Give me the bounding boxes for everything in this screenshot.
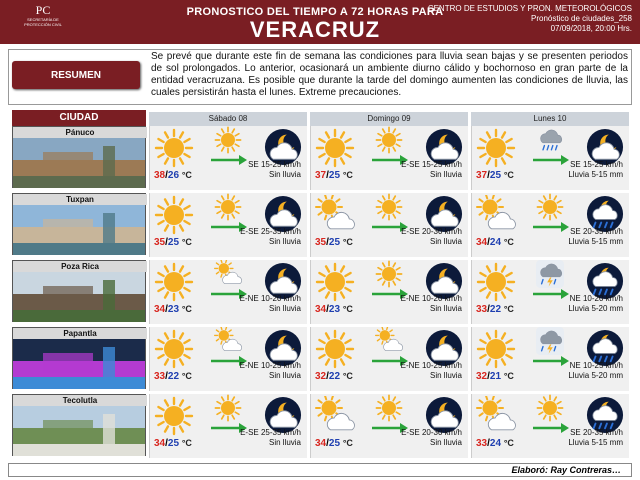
header-info — [428, 4, 632, 34]
temp-unit: °C — [342, 304, 353, 314]
wind-rain-info — [568, 160, 623, 180]
temp-max: 37 — [315, 170, 327, 181]
rain-text: Sin lluvia — [429, 237, 462, 246]
forecast-cell — [310, 327, 468, 391]
page-title: PRONOSTICO DEL TIEMPO A 72 HORAS PARA — [186, 6, 444, 18]
temp-unit: °C — [342, 237, 353, 247]
temperature: 33/22 °C — [476, 304, 514, 315]
center-name: CENTRO DE ESTUDIOS Y PRON. METEOROLÓGICOS — [427, 4, 632, 13]
temperature: 35/25 °C — [154, 237, 192, 248]
temp-min: 25 — [328, 438, 341, 449]
wind-text: E-NE 10-25 km/h — [400, 361, 462, 370]
sun-cloud-icon — [315, 195, 355, 240]
rain-text: Sin lluvia — [429, 438, 462, 447]
sun-cloud-icon — [476, 396, 516, 441]
temperature: 33/22 °C — [154, 371, 192, 382]
city-row — [12, 193, 634, 257]
wind-text: NE 10-25 km/h — [569, 361, 623, 370]
day-header-sat: Sábado 08 — [149, 112, 307, 126]
summary-label: RESUMEN — [12, 61, 140, 89]
temp-min: 22 — [489, 304, 502, 315]
temperature: 35/25 °C — [315, 237, 353, 248]
temp-max: 34 — [315, 304, 327, 315]
temperature: 34/25 °C — [154, 438, 192, 449]
temp-min: 25 — [489, 170, 502, 181]
sun-icon — [315, 329, 355, 374]
city-name: Tecolutla — [13, 395, 147, 406]
temp-min: 25 — [328, 237, 341, 248]
wind-text: E-SE 20-30 km/h — [401, 227, 462, 236]
temperature: 34/23 °C — [315, 304, 353, 315]
temperature: 32/22 °C — [315, 371, 353, 382]
rain-text: Sin lluvia — [268, 438, 301, 447]
forecast-cell — [471, 260, 629, 324]
sun-icon — [154, 329, 194, 374]
wind-rain-info — [240, 294, 301, 314]
forecast-cell — [310, 260, 468, 324]
wind-arrow-icon — [532, 154, 570, 166]
temp-unit: °C — [503, 237, 514, 247]
temperature: 37/25 °C — [476, 170, 514, 181]
city-name: Pánuco — [13, 127, 147, 138]
forecast-cell — [149, 126, 307, 190]
city-name: Papantla — [13, 328, 147, 339]
temp-max: 35 — [315, 237, 327, 248]
wind-text: E-NE 10-20 km/h — [239, 294, 301, 303]
forecast-cell — [471, 394, 629, 458]
wind-rain-info — [240, 227, 301, 247]
rain-text: Sin lluvia — [429, 304, 462, 313]
temperature: 33/24 °C — [476, 438, 514, 449]
city-photo — [13, 339, 145, 389]
city-name: Tuxpan — [13, 194, 147, 205]
issue-datetime: 07/09/2018, 20:00 Hrs. — [550, 24, 632, 33]
wind-rain-info — [240, 428, 301, 448]
temp-max: 33 — [476, 438, 488, 449]
temp-min: 23 — [167, 304, 180, 315]
wind-rain-info — [240, 361, 301, 381]
rain-text: Lluvia 5-15 mm — [568, 237, 623, 246]
wind-text: E-SE 20-30 km/h — [401, 428, 462, 437]
temp-max: 37 — [476, 170, 488, 181]
wind-arrow-icon — [532, 422, 570, 434]
wind-arrow-icon — [210, 154, 248, 166]
temp-max: 34 — [476, 237, 488, 248]
temp-min: 26 — [167, 170, 180, 181]
sun-icon — [476, 128, 516, 173]
wind-text: E-NE 10-25 km/h — [239, 361, 301, 370]
temp-max: 33 — [476, 304, 488, 315]
forecast-cell — [310, 193, 468, 257]
state-title: VERACRUZ — [249, 17, 381, 42]
temp-max: 32 — [476, 371, 488, 382]
summary-text: Se prevé que durante este fin de semana las condiciones para lluvia sean bajas y se presenten periodos de sol prolongados. Lo anterior, ocasionará un ambiente diurno cálido y bochornoso en gran parte de la entidad veracruzana. Es posible que durante la tarde del domingo aumenten las condiciones de lluvia, las cuales persistirán hasta el lunes. Extreme precauciones. — [151, 51, 628, 98]
sun-cloud-icon — [315, 396, 355, 441]
forecast-cell — [471, 126, 629, 190]
temp-unit: °C — [503, 304, 514, 314]
wind-rain-info — [568, 361, 623, 381]
city-row — [12, 327, 634, 391]
sun-icon — [154, 128, 194, 173]
product-name: Pronóstico de ciudades_258 — [531, 14, 632, 23]
rain-text: Sin lluvia — [268, 304, 301, 313]
temp-max: 34 — [154, 304, 166, 315]
wind-rain-info — [401, 160, 462, 180]
temperature: 34/24 °C — [476, 237, 514, 248]
temp-max: 35 — [154, 237, 166, 248]
rain-text: Lluvia 5-20 mm — [568, 304, 623, 313]
city-row — [12, 260, 634, 324]
sun-icon — [154, 195, 194, 240]
temp-max: 32 — [315, 371, 327, 382]
temp-max: 34 — [154, 438, 166, 449]
forecast-cell — [471, 193, 629, 257]
rain-text: Lluvia 5-20 mm — [568, 371, 623, 380]
rain-text: Sin lluvia — [268, 170, 301, 179]
city-cell — [12, 126, 146, 188]
temp-unit: °C — [181, 371, 192, 381]
city-cell — [12, 394, 146, 456]
sun-icon — [476, 262, 516, 307]
forecast-cell — [310, 394, 468, 458]
temp-unit: °C — [181, 304, 192, 314]
forecast-cell — [149, 260, 307, 324]
forecast-cell — [471, 327, 629, 391]
temp-max: 34 — [315, 438, 327, 449]
city-row — [12, 394, 634, 458]
wind-text: SE 20-35 km/h — [570, 428, 623, 437]
wind-text: SE 15-25 km/h — [248, 160, 301, 169]
temperature: 34/23 °C — [154, 304, 192, 315]
city-cell — [12, 193, 146, 255]
wind-rain-info — [568, 294, 623, 314]
wind-text: E-NE 10-20 km/h — [400, 294, 462, 303]
temp-unit: °C — [181, 438, 192, 448]
rain-text: Sin lluvia — [268, 237, 301, 246]
pc-logo — [6, 3, 80, 39]
logo-abbr: PC — [35, 3, 51, 17]
temp-min: 24 — [489, 237, 502, 248]
header-bar — [0, 0, 640, 44]
temp-min: 22 — [167, 371, 180, 382]
wind-text: SE 15-25 km/h — [570, 160, 623, 169]
temp-min: 25 — [328, 170, 341, 181]
temp-unit: °C — [342, 438, 353, 448]
temp-unit: °C — [503, 438, 514, 448]
temp-unit: °C — [342, 170, 353, 180]
temperature: 32/21 °C — [476, 371, 514, 382]
wind-rain-info — [401, 361, 462, 381]
city-column-header: CIUDAD — [12, 110, 146, 126]
wind-text: E-SE 15-25 km/h — [401, 160, 462, 169]
forecast-cell — [149, 193, 307, 257]
city-row — [12, 126, 634, 190]
city-photo — [13, 406, 145, 456]
temp-unit: °C — [181, 170, 192, 180]
wind-text: E-SE 25-35 km/h — [240, 428, 301, 437]
city-photo — [13, 272, 145, 322]
footer-bar — [8, 463, 632, 477]
temp-unit: °C — [342, 371, 353, 381]
sun-icon — [476, 329, 516, 374]
forecast-cell — [310, 126, 468, 190]
temp-min: 24 — [489, 438, 502, 449]
temp-min: 23 — [328, 304, 341, 315]
sun-icon — [154, 396, 194, 441]
temp-min: 25 — [167, 237, 180, 248]
city-cell — [12, 260, 146, 322]
wind-text: SE 20-35 km/h — [570, 227, 623, 236]
city-name: Poza Rica — [13, 261, 147, 272]
sun-cloud-icon — [476, 195, 516, 240]
forecast-cell — [149, 394, 307, 458]
wind-rain-info — [568, 227, 623, 247]
day-header-mon: Lunes 10 — [471, 112, 629, 126]
temp-unit: °C — [181, 237, 192, 247]
wind-arrow-icon — [532, 288, 570, 300]
wind-rain-info — [568, 428, 623, 448]
sun-icon — [315, 128, 355, 173]
temp-min: 25 — [167, 438, 180, 449]
city-cell — [12, 327, 146, 389]
logo-org-line1: SECRETARÍA DE — [27, 17, 59, 22]
temperature: 38/26 °C — [154, 170, 192, 181]
wind-rain-info — [401, 227, 462, 247]
temp-min: 21 — [489, 371, 502, 382]
wind-rain-info — [248, 160, 301, 180]
temp-max: 33 — [154, 371, 166, 382]
city-photo — [13, 205, 145, 255]
temp-max: 38 — [154, 170, 166, 181]
sun-icon — [154, 262, 194, 307]
day-header-sun: Domingo 09 — [310, 112, 468, 126]
rain-text: Sin lluvia — [429, 170, 462, 179]
sun-icon — [315, 262, 355, 307]
temp-unit: °C — [503, 371, 514, 381]
temperature: 34/25 °C — [315, 438, 353, 449]
wind-arrow-icon — [532, 355, 570, 367]
forecast-cell — [149, 327, 307, 391]
logo-org-line2: PROTECCIÓN CIVIL — [24, 22, 62, 27]
city-photo — [13, 138, 145, 188]
rain-text: Lluvia 5-15 mm — [568, 170, 623, 179]
wind-rain-info — [401, 428, 462, 448]
wind-rain-info — [401, 294, 462, 314]
wind-arrow-icon — [532, 221, 570, 233]
rain-text: Sin lluvia — [429, 371, 462, 380]
rain-text: Lluvia 5-15 mm — [568, 438, 623, 447]
wind-text: E-SE 25-35 km/h — [240, 227, 301, 236]
temperature: 37/25 °C — [315, 170, 353, 181]
author-credit: Elaboró: Ray Contreras… — [511, 465, 621, 475]
temp-unit: °C — [503, 170, 514, 180]
wind-text: NE 10-20 km/h — [569, 294, 623, 303]
rain-text: Sin lluvia — [268, 371, 301, 380]
temp-min: 22 — [328, 371, 341, 382]
